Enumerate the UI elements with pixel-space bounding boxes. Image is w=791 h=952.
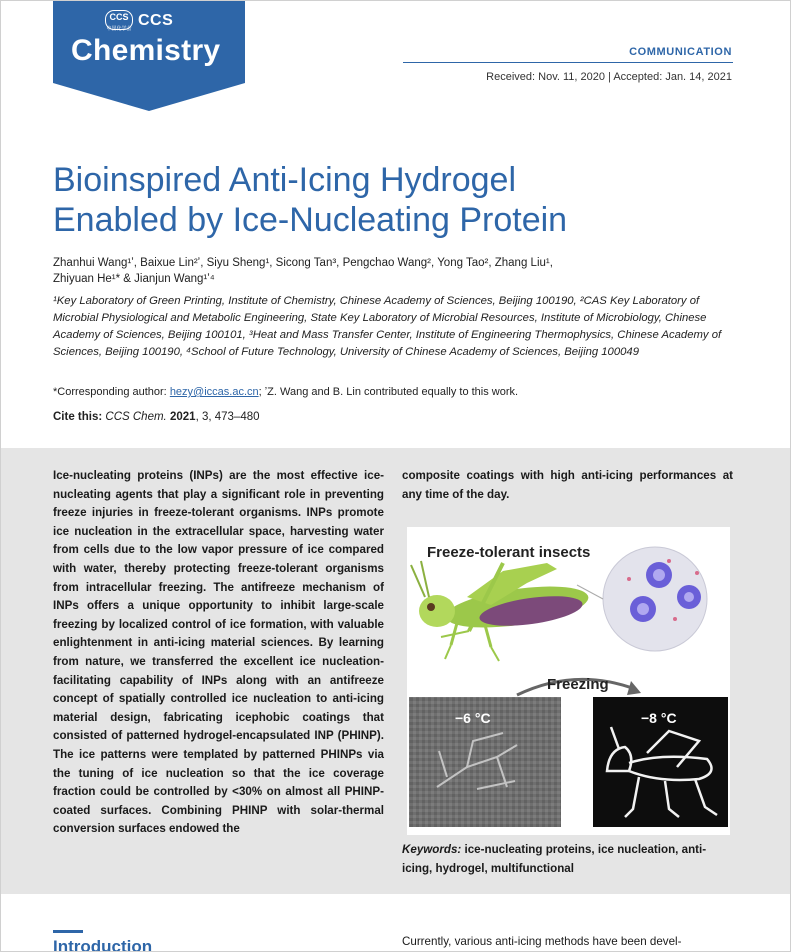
citation: [53, 411, 260, 423]
intro-body-start: Currently, various anti-icing methods have been devel-: [402, 935, 682, 948]
journal-logo: [53, 1, 245, 111]
grasshopper-illustration: [411, 561, 591, 661]
section-label: COMMUNICATION: [629, 46, 732, 58]
keywords-label: Keywords:: [402, 843, 462, 856]
abstract-left-column: Ice-nucleating proteins (INPs) are the most effective ice-nucleating agents that play a significant role in preventing freeze injuries in freeze-tolerant organisms. INPs promote ice nucleation in the extracellular space, harvesting water from cells due to the low vapor pressure of ice compared with water, thereby protecting freeze-tolerant organisms from intracellular freezing. The antifreeze mechanism of INPs offers a unique opportunity to inhibit large-scale freezing by localized control of ice formation, with valuable enlightenment in anti-icing material sciences. By learning from nature, we transferred the excellent ice nucleation-facilitating capability of INPs along with an antifreeze concept of spatially controlled ice nucleation to anti-icing material design, fabricating icephobic coatings that consisted of patterned hydrogel-encapsulated INP (PHINP). The ice patterns were templated by patterned PHINPs via the tuning of ice nucleation so that the ice coverage fraction could be controlled by <30% on almost all PHINP-coated surfaces. Combining PHINP with solar-thermal conversion surfaces endowed the: [53, 469, 384, 836]
author-list: [53, 255, 743, 287]
keywords-text: ice-nucleating proteins, ice nucleation, anti-icing, hydrogel, multifunctional: [402, 843, 707, 875]
cite-volume-pages: , 3, 473–480: [195, 411, 260, 423]
ccs-badge: CCS: [105, 10, 133, 30]
intro-heading-bar: [53, 930, 83, 933]
authors-line-1: Zhanhui Wang¹ʼ, Baixue Lin²ʼ, Siyu Sheng¹, Sicong Tan³, Pengchao Wang², Yong Tao², Zhang Liu¹,: [53, 257, 553, 269]
figure-top-label: Freeze-tolerant insects: [427, 544, 591, 561]
cite-year: 2021: [169, 411, 196, 423]
equal-contribution-note: ; ʼZ. Wang and B. Lin contributed equally to this work.: [258, 386, 519, 398]
temp-right-label: −8 °C: [641, 710, 677, 726]
title-line-2: Enabled by Ice-Nucleating Protein: [53, 201, 568, 239]
journal-name: Chemistry: [71, 34, 221, 67]
received-accepted-dates: Received: Nov. 11, 2020 | Accepted: Jan. 14, 2021: [486, 71, 732, 83]
cite-journal: CCS Chem.: [105, 411, 167, 423]
corresponding-email-link[interactable]: hezy@iccas.ac.cn: [169, 386, 259, 398]
corresponding-author: [53, 386, 743, 398]
affiliations: ¹Key Laboratory of Green Printing, Institute of Chemistry, Chinese Academy of Sciences, Beijing 100190, ²CAS Key Laboratory of Microbial Physiological and Metabolic Engineering, State Key Laboratory of Microbial Resources, Institute of Microbiology, Chinese Academy of Sciences, Beijing 100101, ³Heat and Mass Transfer Center, Institute of Engineering Thermophysics, Chinese Academy of Sciences, Beijing 100190, ⁴School of Future Technology, University of Chinese Academy of Sciences, Beijing 100049: [53, 295, 722, 358]
corresponding-label: *Corresponding author:: [53, 386, 167, 398]
abstract-right-column: composite coatings with high anti-icing performances at any time of the day.: [402, 469, 733, 501]
temp-left-label: −6 °C: [455, 710, 491, 726]
article-title: [53, 160, 753, 240]
ccs-badge-cn: 中国化学会: [106, 26, 132, 32]
intro-heading: Introduction: [53, 937, 153, 952]
section-divider: [403, 62, 733, 63]
cite-label: Cite this:: [53, 411, 103, 423]
graphical-abstract-figure: [407, 527, 730, 835]
authors-line-2: Zhiyuan He¹* & Jianjun Wang¹ʼ⁴: [53, 273, 215, 285]
figure-graphic: [407, 527, 730, 835]
keywords: [402, 841, 733, 878]
freezing-label: Freezing: [547, 676, 609, 693]
title-line-1: Bioinspired Anti-Icing Hydrogel: [53, 161, 517, 199]
brand-text: CCS: [138, 12, 174, 29]
